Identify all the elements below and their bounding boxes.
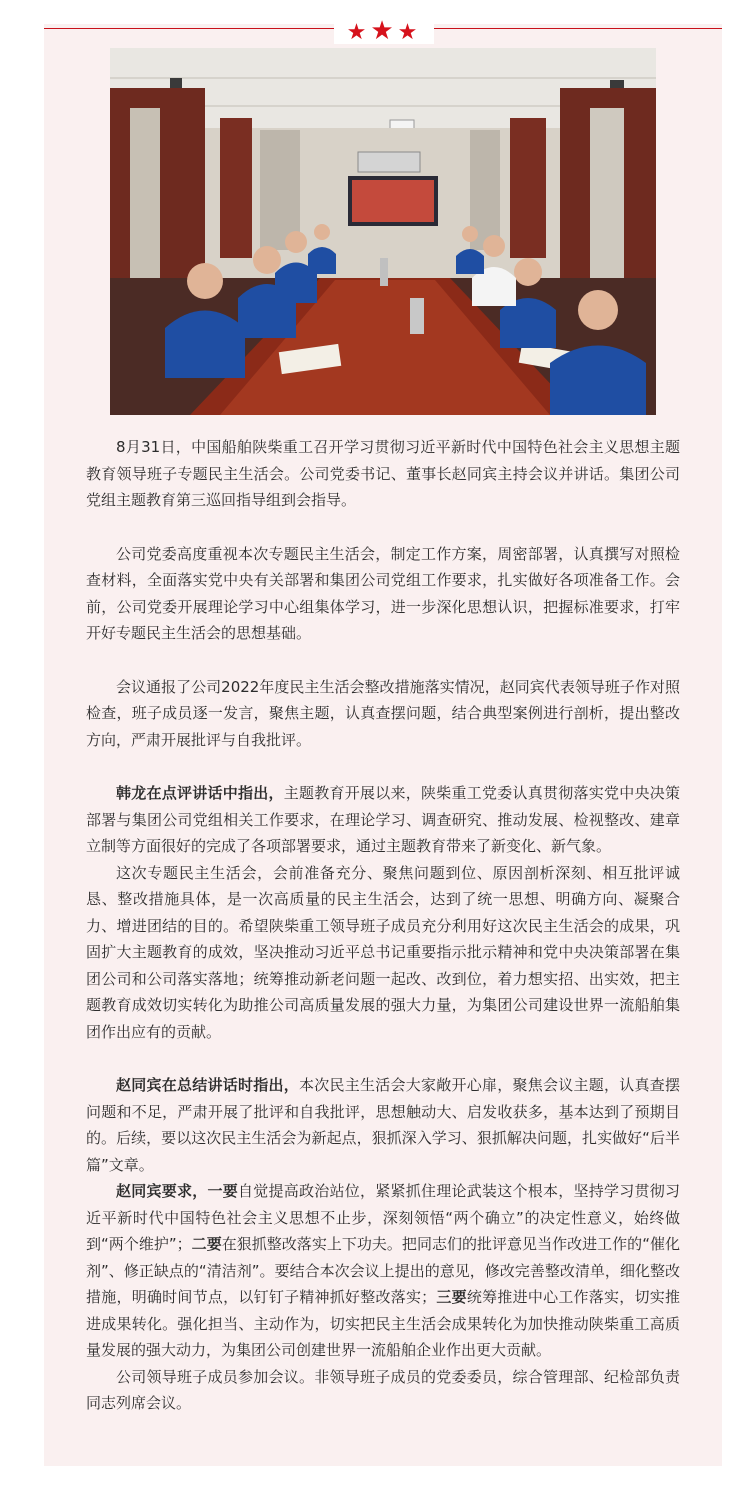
star-icon: ★ (346, 20, 371, 45)
point-lead: 二要 (191, 1235, 222, 1253)
header-stars (334, 18, 434, 44)
paragraph: 8月31日，中国船舶陕柴重工召开学习贯彻习近平新时代中国特色社会主义思想主题教育领导班子专题民主生活会。公司党委书记、董事长赵同宾主持会议并讲话。集团公司党组主题教育第三巡回指导组到会指导。 (86, 438, 680, 509)
paragraph: 公司党委高度重视本次专题民主生活会，制定工作方案，周密部署，认真撰写对照检查材料，全面落实党中央有关部署和集团公司党组工作要求，扎实做好各项准备工作。会前，公司党委开展理论学习中心组集体学习，进一步深化思想认识，把握标准要求，打牢开好专题民主生活会的思想基础。 (86, 544, 680, 642)
paragraph (86, 1178, 680, 1364)
paragraph-text: 在狠抓整改落实上下功夫。把同志们的批评意见当作改进工作的“催化剂”、修正缺点的“清洁剂”。要结合本次会议上提出的意见，修改完善整改清单，细化整改措施，明确时间节点，以钉钉子精神抓好整改落实； (86, 1235, 680, 1306)
paragraph-text: 本次民主生活会大家敞开心扉，聚焦会议主题，认真查摆问题和不足，严肃开展了批评和自我批评，思想触动大、启发收获多，基本达到了预期目的。后续，要以这次民主生活会为新起点，狠抓深入学习、狠抓解决问题，扎实做好“后半篇”文章。 (86, 1076, 680, 1174)
paragraph (86, 1072, 680, 1178)
article-card (44, 16, 722, 1466)
speaker-lead: 赵同宾要求， (116, 1182, 208, 1200)
paragraph (86, 780, 680, 860)
paragraph: 这次专题民主生活会，会前准备充分、聚焦问题到位、原因剖析深刻、相互批评诚恳、整改措施具体，是一次高质量的民主生活会，达到了统一思想、明确方向、凝聚合力、增进团结的目的。希望陕柴重工领导班子成员充分利用好这次民主生活会的成果，巩固扩大主题教育的成效，坚决推动习近平总书记重要指示批示精神和党中央决策部署在集团公司和公司落实落地；统筹推动新老问题一起改、改到位，着力想实招、出实效，把主题教育成效切实转化为助推公司高质量发展的强大力量，为集团公司建设世界一流船舶集团作出应有的贡献。 (86, 863, 680, 1041)
meeting-photo-illustration (110, 48, 656, 415)
speaker-lead: 赵同宾在总结讲话时指出， (116, 1076, 299, 1094)
paragraph: 公司领导班子成员参加会议。非领导班子成员的党委委员，综合管理部、纪检部负责同志列席会议。 (86, 1367, 680, 1412)
star-icon: ★ (370, 16, 398, 46)
meeting-photo (110, 48, 656, 415)
speaker-lead: 韩龙在点评讲话中指出， (116, 784, 284, 802)
paragraph-text: 统筹推进中心工作落实，切实推进成果转化。强化担当、主动作为，切实把民主生活会成果转化为加快推动陕柴重工高质量发展的强大动力，为集团公司创建世界一流船舶企业作出更大贡献。 (86, 1288, 680, 1359)
point-lead: 三要 (436, 1288, 467, 1306)
point-lead: 一要 (207, 1182, 238, 1200)
star-icon: ★ (397, 20, 422, 45)
paragraph: 会议通报了公司2022年度民主生活会整改措施落实情况，赵同宾代表领导班子作对照检查，班子成员逐一发言，聚焦主题，认真查摆问题，结合典型案例进行剖析，提出整改方向，严肃开展批评与自我批评。 (86, 677, 680, 749)
paragraph-text: 自觉提高政治站位，紧紧抓住理论武装这个根本，坚持学习贯彻习近平新时代中国特色社会主义思想不止步，深刻领悟“两个确立”的决定性意义，始终做到“两个维护”； (86, 1182, 680, 1253)
paragraph-text: 主题教育开展以来，陕柴重工党委认真贯彻落实党中央决策部署与集团公司党组相关工作要求，在理论学习、调查研究、推动发展、检视整改、建章立制等方面很好的完成了各项部署要求，通过主题教育带来了新变化、新气象。 (86, 784, 680, 855)
article-body (86, 434, 680, 1417)
